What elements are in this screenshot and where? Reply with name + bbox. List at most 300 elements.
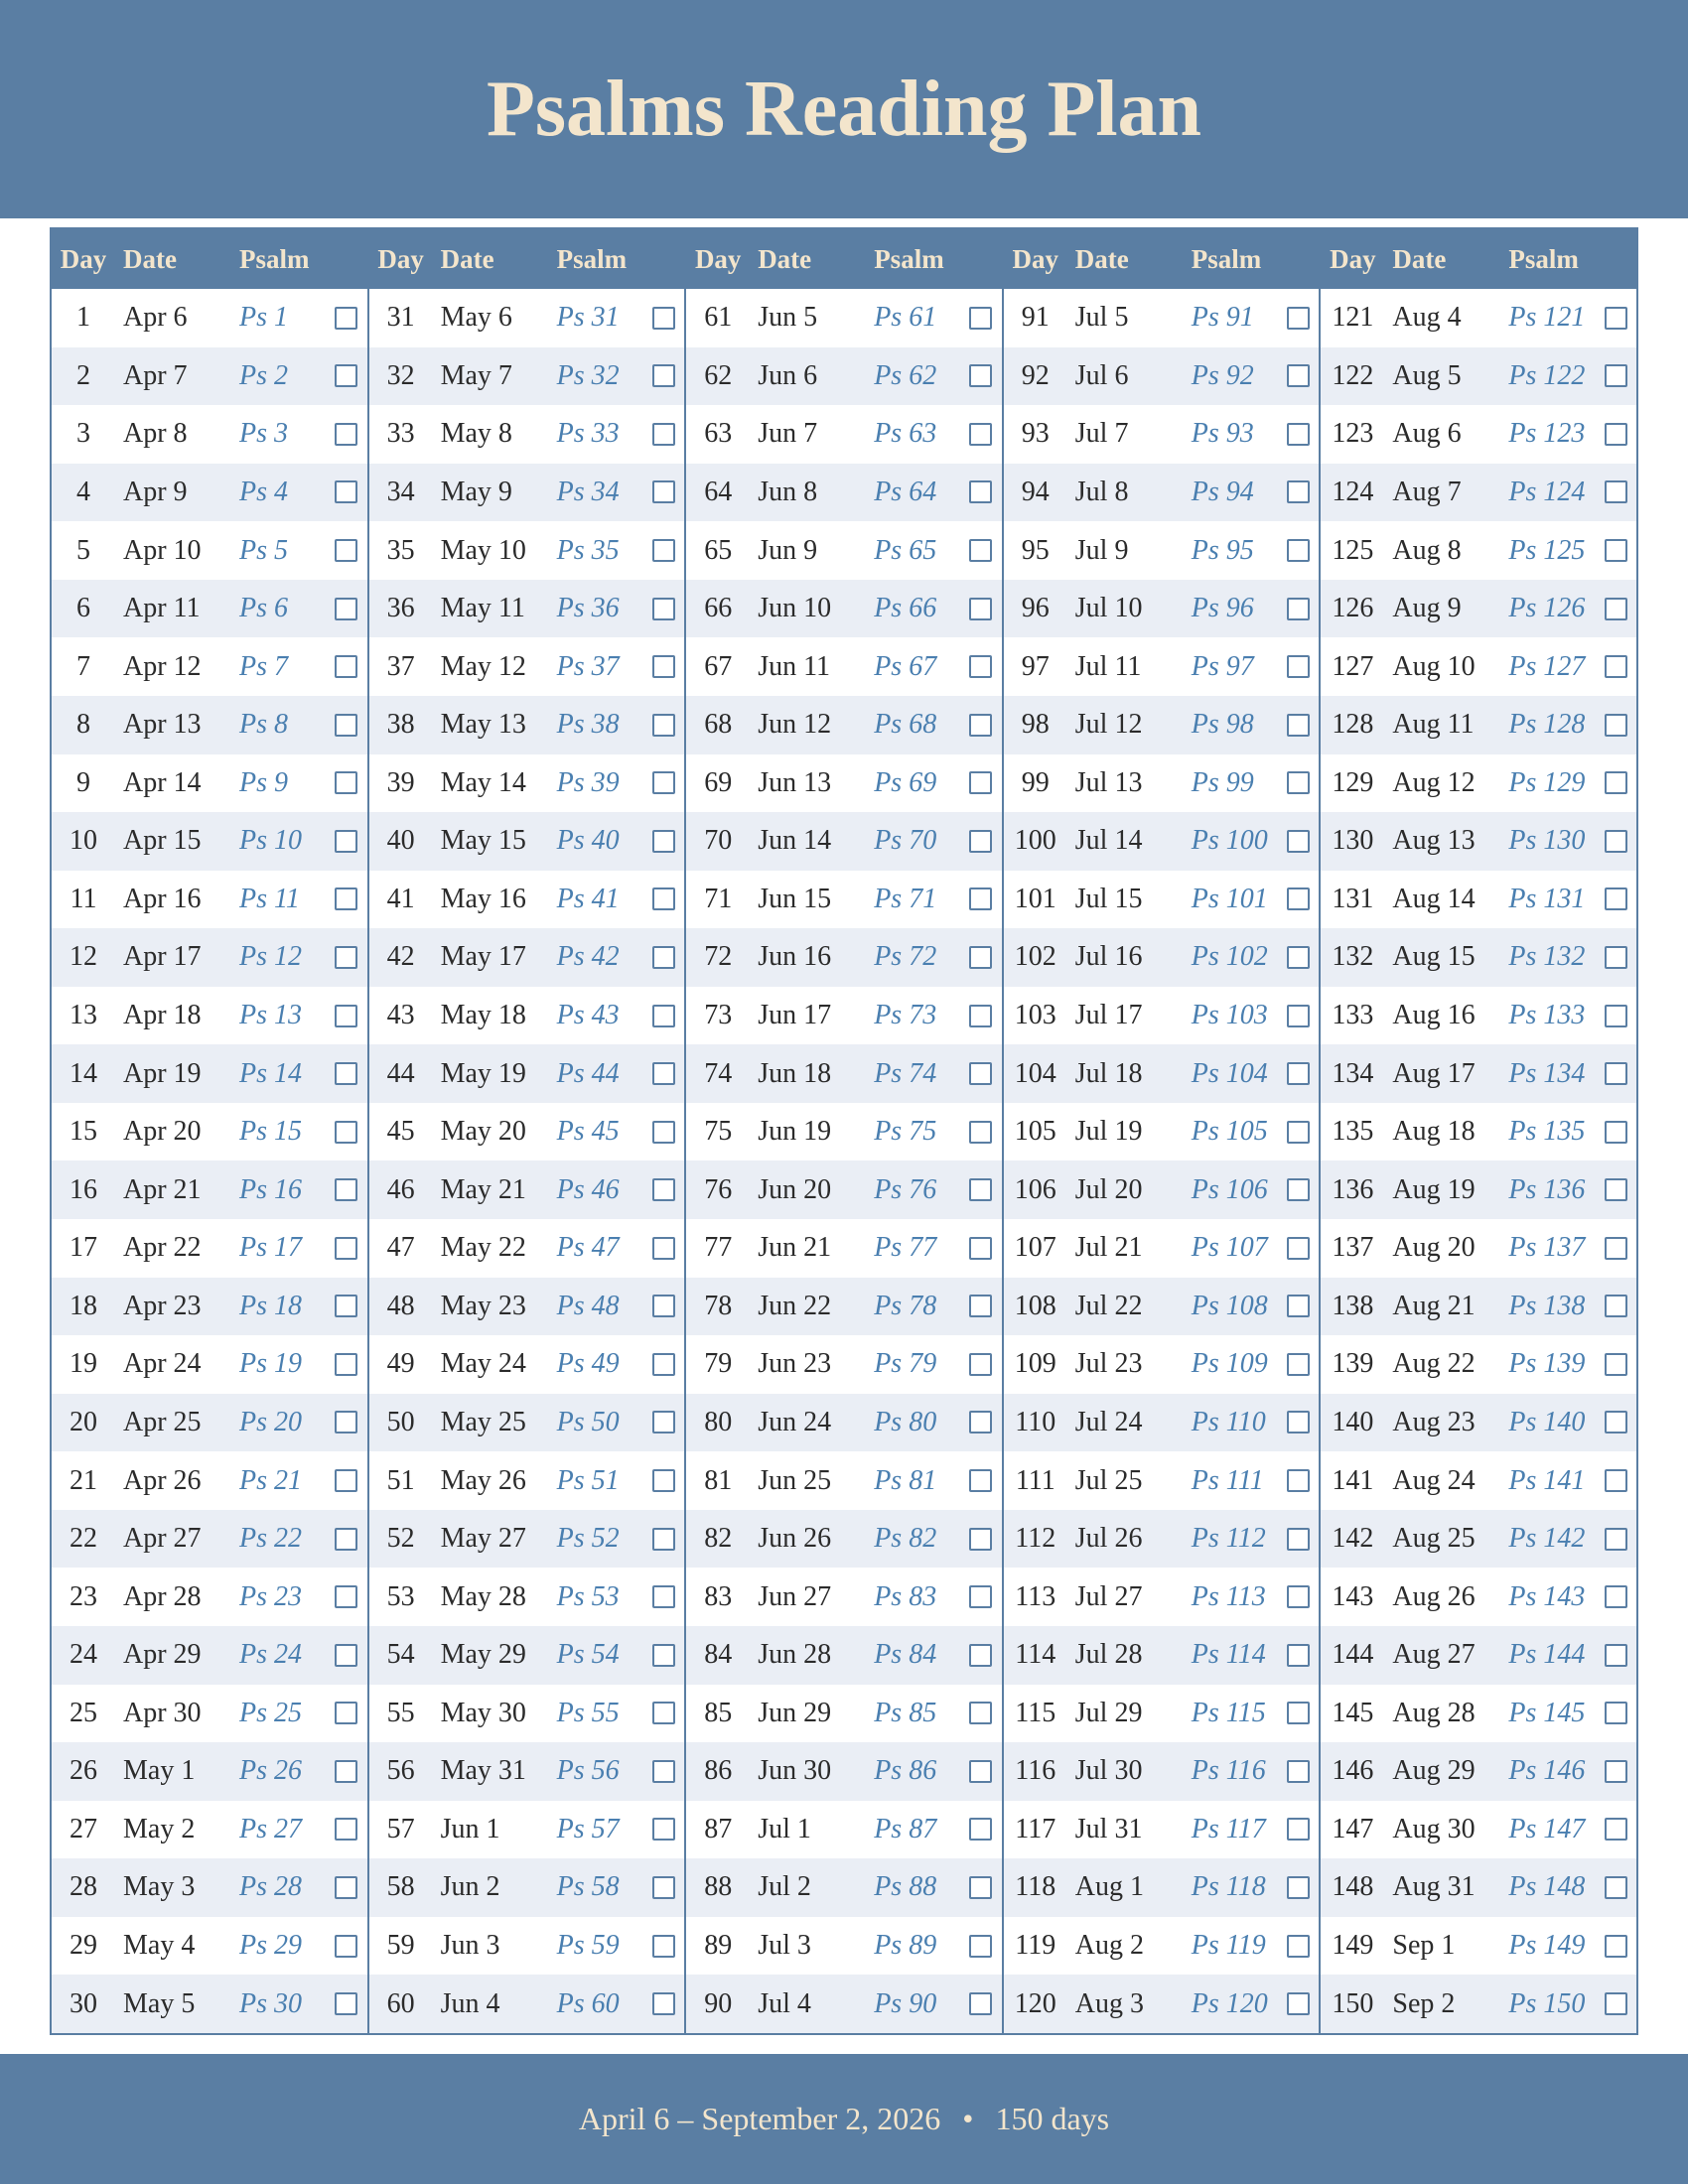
day-number: 22 bbox=[70, 1523, 97, 1555]
reading-date: Aug 6 bbox=[1392, 418, 1462, 450]
reading-checkbox[interactable] bbox=[335, 655, 357, 678]
psalm-reference: Ps 120 bbox=[1191, 1987, 1268, 2019]
reading-checkbox[interactable] bbox=[1605, 1935, 1627, 1958]
reading-checkbox[interactable] bbox=[1287, 1469, 1310, 1492]
day-number: 39 bbox=[386, 766, 415, 798]
reading-checkbox[interactable] bbox=[969, 714, 992, 737]
reading-checkbox[interactable] bbox=[1287, 480, 1310, 503]
reading-checkbox[interactable] bbox=[1287, 1876, 1310, 1899]
table-row bbox=[52, 1742, 367, 1801]
reading-checkbox[interactable] bbox=[1287, 946, 1310, 969]
reading-date: Apr 17 bbox=[123, 941, 202, 973]
checkbox-cell bbox=[1278, 480, 1320, 503]
reading-checkbox[interactable] bbox=[1287, 1178, 1310, 1201]
header-day: Day bbox=[694, 243, 742, 274]
reading-checkbox[interactable] bbox=[1605, 1005, 1627, 1027]
reading-checkbox[interactable] bbox=[335, 1992, 357, 2015]
reading-checkbox[interactable] bbox=[1605, 1411, 1627, 1433]
reading-checkbox[interactable] bbox=[1287, 714, 1310, 737]
reading-date: Apr 12 bbox=[123, 650, 202, 682]
table-row bbox=[1004, 1219, 1320, 1278]
reading-checkbox[interactable] bbox=[335, 480, 357, 503]
psalm-reference: Ps 78 bbox=[874, 1290, 937, 1321]
reading-date: Jul 18 bbox=[1074, 1057, 1143, 1089]
day-number: 76 bbox=[704, 1173, 733, 1205]
column-rows bbox=[686, 289, 1002, 2033]
table-row bbox=[1004, 464, 1320, 522]
psalm-reference: Ps 86 bbox=[874, 1755, 937, 1787]
reading-checkbox[interactable] bbox=[1605, 1121, 1627, 1144]
reading-checkbox[interactable] bbox=[1605, 480, 1627, 503]
reading-date: Jul 6 bbox=[1074, 359, 1129, 391]
reading-checkbox[interactable] bbox=[335, 830, 357, 853]
reading-checkbox[interactable] bbox=[969, 887, 992, 910]
reading-checkbox[interactable] bbox=[1605, 539, 1627, 562]
reading-checkbox[interactable] bbox=[1605, 887, 1627, 910]
day-number: 114 bbox=[1015, 1639, 1056, 1671]
reading-checkbox[interactable] bbox=[1605, 771, 1627, 794]
reading-date: Jun 26 bbox=[758, 1523, 832, 1555]
checkbox-cell bbox=[1278, 1935, 1320, 1958]
header-day: Day bbox=[377, 243, 424, 274]
reading-checkbox[interactable] bbox=[969, 1644, 992, 1667]
psalm-reference: Ps 67 bbox=[874, 650, 937, 682]
reading-checkbox[interactable] bbox=[969, 1411, 992, 1433]
checkbox-cell bbox=[326, 1760, 367, 1783]
reading-checkbox[interactable] bbox=[969, 771, 992, 794]
reading-checkbox[interactable] bbox=[652, 1876, 675, 1899]
reading-date: May 6 bbox=[440, 302, 512, 334]
reading-checkbox[interactable] bbox=[1287, 1585, 1310, 1608]
checkbox-cell bbox=[326, 364, 367, 387]
reading-checkbox[interactable] bbox=[969, 1818, 992, 1841]
reading-checkbox[interactable] bbox=[1605, 1295, 1627, 1317]
table-row bbox=[686, 405, 1002, 464]
reading-checkbox[interactable] bbox=[652, 1702, 675, 1724]
psalm-reference: Ps 27 bbox=[239, 1813, 302, 1844]
psalm-reference: Ps 150 bbox=[1508, 1987, 1586, 2019]
checkbox-cell bbox=[326, 1585, 367, 1608]
reading-checkbox[interactable] bbox=[652, 1760, 675, 1783]
reading-date: May 29 bbox=[440, 1639, 526, 1671]
reading-date: Jun 21 bbox=[758, 1232, 832, 1264]
psalm-reference: Ps 3 bbox=[239, 418, 288, 450]
reading-date: Jun 24 bbox=[758, 1406, 832, 1437]
reading-checkbox[interactable] bbox=[335, 714, 357, 737]
day-number: 31 bbox=[386, 302, 415, 334]
reading-checkbox[interactable] bbox=[969, 1295, 992, 1317]
reading-checkbox[interactable] bbox=[1287, 1992, 1310, 2015]
reading-checkbox[interactable] bbox=[652, 1178, 675, 1201]
reading-checkbox[interactable] bbox=[335, 1411, 357, 1433]
reading-checkbox[interactable] bbox=[652, 1818, 675, 1841]
psalm-reference: Ps 42 bbox=[556, 941, 620, 973]
checkbox-cell bbox=[1278, 1121, 1320, 1144]
checkbox-cell bbox=[960, 1178, 1002, 1201]
reading-checkbox[interactable] bbox=[969, 1062, 992, 1085]
reading-checkbox[interactable] bbox=[652, 1121, 675, 1144]
psalm-reference: Ps 100 bbox=[1191, 825, 1268, 857]
reading-checkbox[interactable] bbox=[1287, 1062, 1310, 1085]
reading-checkbox[interactable] bbox=[969, 1585, 992, 1608]
reading-checkbox[interactable] bbox=[969, 1353, 992, 1376]
checkbox-cell bbox=[1595, 1062, 1636, 1085]
day-number: 78 bbox=[704, 1290, 733, 1321]
reading-checkbox[interactable] bbox=[335, 1644, 357, 1667]
reading-checkbox[interactable] bbox=[1287, 1121, 1310, 1144]
table-row bbox=[1004, 1394, 1320, 1452]
reading-checkbox[interactable] bbox=[1287, 1295, 1310, 1317]
reading-checkbox[interactable] bbox=[969, 480, 992, 503]
day-number: 96 bbox=[1021, 593, 1050, 624]
day-number: 108 bbox=[1014, 1290, 1056, 1321]
table-row bbox=[52, 1510, 367, 1569]
reading-checkbox[interactable] bbox=[652, 539, 675, 562]
reading-checkbox[interactable] bbox=[1605, 1644, 1627, 1667]
checkbox-cell bbox=[1595, 1237, 1636, 1260]
reading-checkbox[interactable] bbox=[969, 1528, 992, 1551]
reading-checkbox[interactable] bbox=[652, 1992, 675, 2015]
psalm-reference: Ps 63 bbox=[874, 418, 937, 450]
reading-checkbox[interactable] bbox=[652, 1237, 675, 1260]
checkbox-cell bbox=[643, 423, 685, 446]
reading-checkbox[interactable] bbox=[335, 1178, 357, 1201]
reading-checkbox[interactable] bbox=[652, 1644, 675, 1667]
day-number: 21 bbox=[70, 1464, 97, 1496]
psalm-reference: Ps 108 bbox=[1191, 1290, 1268, 1321]
table-row bbox=[369, 347, 685, 406]
reading-checkbox[interactable] bbox=[335, 1005, 357, 1027]
header-day: Day bbox=[60, 243, 107, 274]
reading-checkbox[interactable] bbox=[1287, 1528, 1310, 1551]
checkbox-cell bbox=[643, 1353, 685, 1376]
reading-checkbox[interactable] bbox=[652, 655, 675, 678]
reading-checkbox[interactable] bbox=[969, 423, 992, 446]
reading-checkbox[interactable] bbox=[335, 1585, 357, 1608]
reading-checkbox[interactable] bbox=[1287, 364, 1310, 387]
reading-date: May 7 bbox=[440, 359, 512, 391]
reading-checkbox[interactable] bbox=[1605, 364, 1627, 387]
reading-checkbox[interactable] bbox=[335, 1295, 357, 1317]
reading-checkbox[interactable] bbox=[1287, 1411, 1310, 1433]
reading-checkbox[interactable] bbox=[335, 1469, 357, 1492]
table-row bbox=[369, 1975, 685, 2033]
checkbox-cell bbox=[960, 1411, 1002, 1433]
reading-checkbox[interactable] bbox=[1287, 771, 1310, 794]
checkbox-cell bbox=[643, 1818, 685, 1841]
table-row bbox=[686, 1510, 1002, 1569]
table-row bbox=[686, 812, 1002, 871]
checkbox-cell bbox=[1595, 1121, 1636, 1144]
psalm-reference: Ps 34 bbox=[556, 476, 620, 507]
reading-date: Sep 1 bbox=[1392, 1930, 1456, 1962]
reading-checkbox[interactable] bbox=[652, 830, 675, 853]
day-number: 18 bbox=[70, 1290, 97, 1321]
reading-checkbox[interactable] bbox=[335, 1760, 357, 1783]
psalm-reference: Ps 65 bbox=[874, 534, 937, 566]
psalm-reference: Ps 62 bbox=[874, 359, 937, 391]
reading-checkbox[interactable] bbox=[335, 539, 357, 562]
psalm-reference: Ps 123 bbox=[1508, 418, 1586, 450]
day-number: 93 bbox=[1021, 418, 1050, 450]
reading-checkbox[interactable] bbox=[1287, 887, 1310, 910]
psalm-reference: Ps 5 bbox=[239, 534, 288, 566]
checkbox-cell bbox=[960, 1295, 1002, 1317]
reading-checkbox[interactable] bbox=[1287, 598, 1310, 620]
reading-checkbox[interactable] bbox=[969, 364, 992, 387]
reading-checkbox[interactable] bbox=[1605, 1062, 1627, 1085]
reading-checkbox[interactable] bbox=[969, 655, 992, 678]
reading-checkbox[interactable] bbox=[1287, 307, 1310, 330]
table-row bbox=[1004, 405, 1320, 464]
psalm-reference: Ps 54 bbox=[556, 1639, 620, 1671]
reading-checkbox[interactable] bbox=[969, 1237, 992, 1260]
day-number: 70 bbox=[704, 825, 733, 857]
reading-date: Jul 9 bbox=[1074, 534, 1129, 566]
reading-checkbox[interactable] bbox=[1287, 1760, 1310, 1783]
checkbox-cell bbox=[643, 1935, 685, 1958]
reading-checkbox[interactable] bbox=[652, 1062, 675, 1085]
reading-checkbox[interactable] bbox=[969, 1121, 992, 1144]
reading-checkbox[interactable] bbox=[335, 1121, 357, 1144]
reading-checkbox[interactable] bbox=[652, 1005, 675, 1027]
checkbox-cell bbox=[1278, 946, 1320, 969]
table-row bbox=[1004, 1103, 1320, 1161]
table-row bbox=[1321, 1858, 1636, 1917]
psalm-reference: Ps 24 bbox=[239, 1639, 302, 1671]
reading-checkbox[interactable] bbox=[652, 598, 675, 620]
reading-checkbox[interactable] bbox=[969, 1178, 992, 1201]
reading-checkbox[interactable] bbox=[1605, 1992, 1627, 2015]
reading-checkbox[interactable] bbox=[969, 830, 992, 853]
reading-checkbox[interactable] bbox=[652, 1935, 675, 1958]
day-number: 13 bbox=[70, 1000, 97, 1031]
psalm-reference: Ps 92 bbox=[1191, 359, 1254, 391]
reading-checkbox[interactable] bbox=[1287, 655, 1310, 678]
reading-checkbox[interactable] bbox=[335, 946, 357, 969]
reading-checkbox[interactable] bbox=[652, 1469, 675, 1492]
reading-date: Jun 22 bbox=[758, 1290, 832, 1321]
reading-date: Apr 8 bbox=[123, 418, 188, 450]
psalm-reference: Ps 41 bbox=[556, 883, 620, 914]
reading-checkbox[interactable] bbox=[652, 714, 675, 737]
psalm-reference: Ps 88 bbox=[874, 1871, 937, 1903]
reading-checkbox[interactable] bbox=[335, 1528, 357, 1551]
reading-checkbox[interactable] bbox=[1605, 1469, 1627, 1492]
reading-checkbox[interactable] bbox=[1605, 1585, 1627, 1608]
reading-checkbox[interactable] bbox=[652, 480, 675, 503]
reading-date: May 10 bbox=[440, 534, 526, 566]
reading-checkbox[interactable] bbox=[1605, 1353, 1627, 1376]
reading-checkbox[interactable] bbox=[1605, 1818, 1627, 1841]
reading-checkbox[interactable] bbox=[652, 423, 675, 446]
checkbox-cell bbox=[1595, 364, 1636, 387]
reading-checkbox[interactable] bbox=[969, 598, 992, 620]
checkbox-cell bbox=[1278, 1411, 1320, 1433]
reading-checkbox[interactable] bbox=[335, 771, 357, 794]
checkbox-cell bbox=[960, 1469, 1002, 1492]
checkbox-cell bbox=[1595, 1935, 1636, 1958]
reading-checkbox[interactable] bbox=[969, 1005, 992, 1027]
table-row bbox=[369, 928, 685, 987]
day-number: 136 bbox=[1332, 1173, 1374, 1205]
reading-checkbox[interactable] bbox=[335, 1237, 357, 1260]
reading-checkbox[interactable] bbox=[335, 1818, 357, 1841]
reading-checkbox[interactable] bbox=[335, 307, 357, 330]
reading-checkbox[interactable] bbox=[335, 1935, 357, 1958]
reading-checkbox[interactable] bbox=[652, 1411, 675, 1433]
reading-checkbox[interactable] bbox=[1605, 1237, 1627, 1260]
reading-checkbox[interactable] bbox=[335, 1353, 357, 1376]
psalm-reference: Ps 11 bbox=[239, 883, 300, 914]
page-footer bbox=[0, 2054, 1688, 2184]
reading-date: Jun 10 bbox=[758, 593, 832, 624]
reading-checkbox[interactable] bbox=[969, 1469, 992, 1492]
reading-checkbox[interactable] bbox=[1287, 1353, 1310, 1376]
psalm-reference: Ps 60 bbox=[556, 1987, 620, 2019]
table-row bbox=[369, 637, 685, 696]
psalm-reference: Ps 68 bbox=[874, 709, 937, 741]
reading-checkbox[interactable] bbox=[1605, 655, 1627, 678]
reading-date: Aug 13 bbox=[1392, 825, 1476, 857]
day-number: 27 bbox=[70, 1813, 97, 1844]
psalm-reference: Ps 146 bbox=[1508, 1755, 1586, 1787]
reading-checkbox[interactable] bbox=[652, 946, 675, 969]
day-number: 128 bbox=[1332, 709, 1374, 741]
reading-date: May 9 bbox=[440, 476, 512, 507]
reading-checkbox[interactable] bbox=[1287, 539, 1310, 562]
table-row bbox=[686, 1626, 1002, 1685]
reading-date: Jul 20 bbox=[1074, 1173, 1143, 1205]
psalm-reference: Ps 32 bbox=[556, 359, 620, 391]
day-number: 19 bbox=[70, 1348, 97, 1380]
table-row bbox=[369, 1044, 685, 1103]
reading-checkbox[interactable] bbox=[335, 423, 357, 446]
reading-checkbox[interactable] bbox=[1605, 1178, 1627, 1201]
reading-checkbox[interactable] bbox=[335, 598, 357, 620]
checkbox-cell bbox=[326, 1818, 367, 1841]
reading-date: Jun 19 bbox=[758, 1116, 832, 1148]
reading-checkbox[interactable] bbox=[652, 1353, 675, 1376]
reading-date: Jul 1 bbox=[758, 1813, 811, 1844]
reading-checkbox[interactable] bbox=[1287, 1702, 1310, 1724]
reading-date: Jul 10 bbox=[1074, 593, 1143, 624]
reading-checkbox[interactable] bbox=[1605, 423, 1627, 446]
reading-checkbox[interactable] bbox=[969, 946, 992, 969]
day-number: 12 bbox=[70, 941, 97, 973]
reading-checkbox[interactable] bbox=[652, 1295, 675, 1317]
reading-date: Jul 4 bbox=[758, 1987, 811, 2019]
reading-checkbox[interactable] bbox=[652, 771, 675, 794]
reading-checkbox[interactable] bbox=[335, 1702, 357, 1724]
psalm-reference: Ps 102 bbox=[1191, 941, 1268, 973]
reading-date: May 15 bbox=[440, 825, 526, 857]
reading-checkbox[interactable] bbox=[1287, 1818, 1310, 1841]
reading-checkbox[interactable] bbox=[335, 364, 357, 387]
reading-checkbox[interactable] bbox=[652, 1585, 675, 1608]
day-number: 35 bbox=[386, 534, 415, 566]
table-row bbox=[686, 1451, 1002, 1510]
column-header bbox=[1321, 229, 1636, 289]
psalm-reference: Ps 110 bbox=[1191, 1406, 1266, 1437]
reading-checkbox[interactable] bbox=[1287, 1935, 1310, 1958]
reading-checkbox[interactable] bbox=[652, 364, 675, 387]
reading-checkbox[interactable] bbox=[1287, 423, 1310, 446]
column-rows bbox=[1004, 289, 1320, 2033]
reading-checkbox[interactable] bbox=[335, 1062, 357, 1085]
reading-checkbox[interactable] bbox=[335, 1876, 357, 1899]
reading-checkbox[interactable] bbox=[652, 307, 675, 330]
reading-checkbox[interactable] bbox=[1605, 1760, 1627, 1783]
psalm-reference: Ps 118 bbox=[1191, 1871, 1266, 1903]
reading-checkbox[interactable] bbox=[1605, 946, 1627, 969]
day-number: 8 bbox=[76, 709, 90, 741]
day-number: 105 bbox=[1014, 1116, 1056, 1148]
reading-date: May 12 bbox=[440, 650, 526, 682]
checkbox-cell bbox=[326, 480, 367, 503]
reading-checkbox[interactable] bbox=[1287, 830, 1310, 853]
reading-date: Jun 14 bbox=[758, 825, 832, 857]
reading-checkbox[interactable] bbox=[1287, 1237, 1310, 1260]
checkbox-cell bbox=[643, 1760, 685, 1783]
reading-checkbox[interactable] bbox=[1605, 1528, 1627, 1551]
reading-checkbox[interactable] bbox=[969, 1876, 992, 1899]
table-row bbox=[1004, 580, 1320, 638]
reading-date: Jun 9 bbox=[758, 534, 818, 566]
checkbox-cell bbox=[1595, 307, 1636, 330]
reading-checkbox[interactable] bbox=[969, 1702, 992, 1724]
reading-checkbox[interactable] bbox=[1287, 1644, 1310, 1667]
reading-checkbox[interactable] bbox=[969, 307, 992, 330]
reading-checkbox[interactable] bbox=[1605, 714, 1627, 737]
reading-checkbox[interactable] bbox=[1605, 830, 1627, 853]
reading-date: Apr 25 bbox=[123, 1406, 202, 1437]
plan-column bbox=[369, 229, 687, 2033]
psalm-reference: Ps 109 bbox=[1191, 1348, 1268, 1380]
table-row bbox=[1321, 1278, 1636, 1336]
checkbox-cell bbox=[326, 655, 367, 678]
psalm-reference: Ps 45 bbox=[556, 1116, 620, 1148]
table-row bbox=[369, 521, 685, 580]
table-row bbox=[52, 580, 367, 638]
psalm-reference: Ps 72 bbox=[874, 941, 937, 973]
checkbox-cell bbox=[643, 1295, 685, 1317]
reading-checkbox[interactable] bbox=[969, 1760, 992, 1783]
reading-checkbox[interactable] bbox=[1605, 1702, 1627, 1724]
column-header bbox=[369, 229, 685, 289]
reading-checkbox[interactable] bbox=[1287, 1005, 1310, 1027]
day-number: 89 bbox=[704, 1930, 733, 1962]
reading-date: Jul 2 bbox=[758, 1871, 811, 1903]
reading-date: Jun 3 bbox=[440, 1930, 500, 1962]
reading-checkbox[interactable] bbox=[1605, 1876, 1627, 1899]
psalm-reference: Ps 142 bbox=[1508, 1523, 1586, 1555]
reading-checkbox[interactable] bbox=[969, 1992, 992, 2015]
checkbox-cell bbox=[1278, 655, 1320, 678]
reading-checkbox[interactable] bbox=[1605, 598, 1627, 620]
psalm-reference: Ps 136 bbox=[1508, 1173, 1586, 1205]
reading-date: May 8 bbox=[440, 418, 512, 450]
table-row bbox=[686, 1685, 1002, 1743]
reading-checkbox[interactable] bbox=[335, 887, 357, 910]
checkbox-cell bbox=[1595, 1702, 1636, 1724]
reading-checkbox[interactable] bbox=[969, 539, 992, 562]
reading-checkbox[interactable] bbox=[652, 1528, 675, 1551]
reading-checkbox[interactable] bbox=[969, 1935, 992, 1958]
reading-checkbox[interactable] bbox=[1605, 307, 1627, 330]
reading-checkbox[interactable] bbox=[652, 887, 675, 910]
day-number: 148 bbox=[1332, 1871, 1374, 1903]
